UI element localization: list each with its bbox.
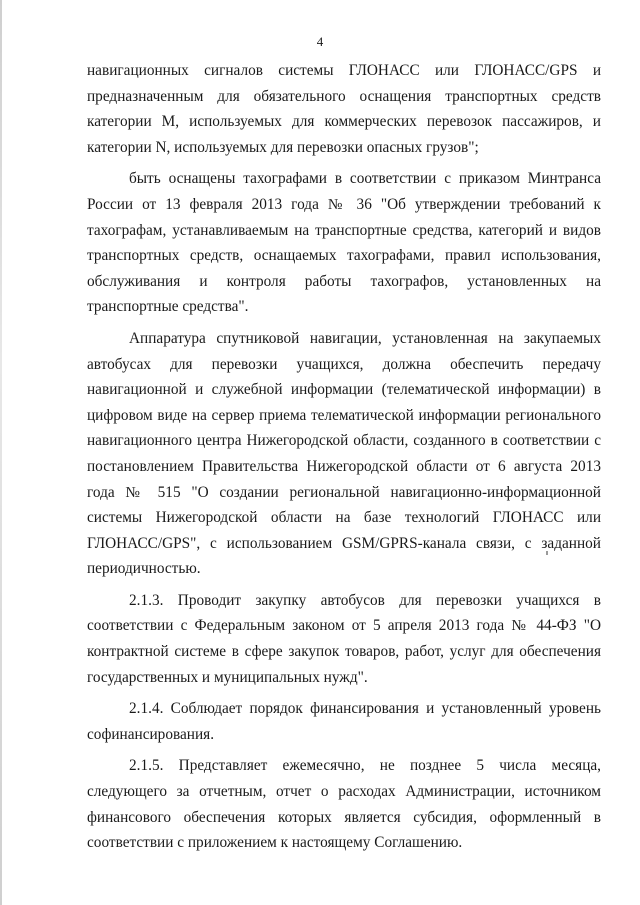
paragraph-2-1-3: 2.1.3. Проводит закупку автобусов для перевозки учащихся в соответствии с Федеральным законом от 5 апреля 2013 года № 44-ФЗ "О контрактной системе в сфере закупок товаров, работ, услуг для обеспечения государственных и муниципальных нужд". <box>87 591 601 686</box>
document-body <box>87 58 601 862</box>
page-number: 4 <box>316 34 324 49</box>
paragraph-navigation-equipment: Аппаратура спутниковой навигации, установленная на закупаемых автобусах для перевозки учащихся, должна обеспечить передачу навигационной и служебной информации (телематической информации) в цифровом виде на сервер приема телематической информации регионального навигационного центра Нижегородской области, созданного в соответствии с постановлением Правительства Нижегородской области от 6 августа 2013 года № 515 "О создании региональной навигационно-информационной системы Нижегородской области на базе технологий ГЛОНАСС или ГЛОНАСС/GPS", с использованием GSM/GPRS-канала связи, с заданной периодичностью. <box>87 329 601 578</box>
paragraph-tachographs: быть оснащены тахографами в соответствии с приказом Минтранса России от 13 февраля 2013 года № 36 "Об утверждении требований к тахографам, устанавливаемым на транспортные средства, категорий и видов транспортных средств, оснащаемых тахографами, правил использования, обслуживания и контроля работы тахографов, установленных на транспортные средства". <box>87 170 601 316</box>
paragraph-2-1-4: 2.1.4. Соблюдает порядок финансирования и установленный уровень софинансирования. <box>87 700 601 743</box>
paragraph-2-1-5: 2.1.5. Представляет ежемесячно, не позднее 5 числа месяца, следующего за отчетным, отчет о расходах Администрации, источником финансового обеспечения которых является субсидия, оформленный в соответствии с приложением к настоящему Соглашению. <box>87 757 601 852</box>
paragraph-glonass-continuation: навигационных сигналов системы ГЛОНАСС или ГЛОНАСС/GPS и предназначенным для обязательного оснащения транспортных средств категории M, используемых для коммерческих перевозок пассажиров, и категории N, используемых для перевозки опасных грузов"; <box>87 62 601 156</box>
scan-left-edge <box>0 0 2 905</box>
